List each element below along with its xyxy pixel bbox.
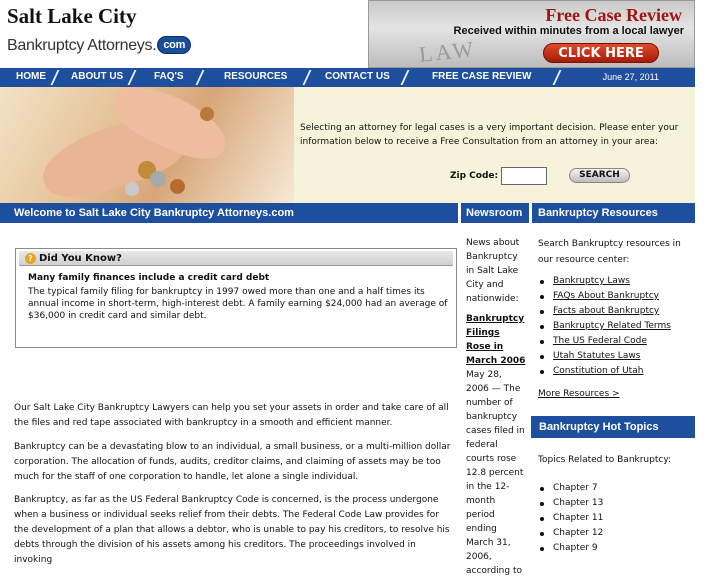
did-you-know-title: Did You Know? — [39, 253, 122, 264]
bankruptcy-paragraph: Bankruptcy can be a devastating blow to an individual, a small business, or a multi-million dollar corporation. The allocation of funds, audits, creditor claims, and claiming of assets may be too much for the staff of one corporation to handle, let alone a single individual. — [14, 442, 451, 482]
hot-topics-heading: Bankruptcy Hot Topics — [531, 416, 695, 438]
nav-faqs[interactable]: FAQ'S — [154, 71, 184, 82]
resources-column — [538, 236, 695, 399]
search-button[interactable]: SEARCH — [569, 168, 630, 183]
news-story: May 28, 2006 — The number of bankruptcy cases filed in federal courts rose 12.8 percent in the 12-month period ending March 31, 2006, according to — [466, 370, 525, 576]
site-logo-subtitle[interactable] — [7, 36, 191, 55]
list-item — [538, 349, 695, 364]
intro-paragraph: Our Salt Lake City Bankruptcy Lawyers can help you set your assets in order and take care of all the files and red tape associated with bankruptcy in a smooth and efficient manner. — [14, 403, 449, 428]
hot-topic-chapter-9[interactable]: Chapter 9 — [538, 541, 695, 556]
resource-link-utah-constitution[interactable]: Constitution of Utah — [553, 366, 644, 376]
did-you-know-header — [19, 251, 453, 266]
nav-separator — [303, 70, 312, 85]
hot-topics-list — [538, 481, 695, 556]
list-item — [538, 334, 695, 349]
com-badge: com — [157, 36, 191, 54]
question-icon: ? — [25, 253, 36, 264]
hot-topic-chapter-7[interactable]: Chapter 7 — [538, 481, 695, 496]
hero-image-hands-coins — [0, 87, 294, 203]
consultation-form — [294, 87, 695, 203]
nav-contact-us[interactable]: CONTACT US — [325, 71, 390, 82]
more-resources-link[interactable]: More Resources > — [538, 389, 620, 399]
main-nav — [0, 68, 695, 87]
resource-link-terms[interactable]: Bankruptcy Related Terms — [553, 321, 671, 331]
coin — [200, 107, 214, 121]
nav-separator — [128, 70, 137, 85]
coin — [150, 171, 166, 187]
click-here-button[interactable]: CLICK HERE — [543, 43, 659, 63]
site-header — [0, 0, 727, 68]
nav-home[interactable]: HOME — [16, 71, 46, 82]
hot-topics-column — [538, 453, 695, 556]
hot-topics-intro: Topics Related to Bankruptcy: — [538, 455, 672, 465]
banner-background-text: LAW — [417, 36, 478, 67]
nav-separator — [401, 70, 410, 85]
did-you-know-box — [15, 248, 457, 348]
nav-about-us[interactable]: ABOUT US — [71, 71, 124, 82]
newsroom-column — [466, 236, 526, 578]
fact-title: Many family finances include a credit card debt — [28, 273, 270, 283]
consultation-intro: Selecting an attorney for legal cases is a very important decision. Please enter your information below to receive a Free Consultation from an attorney in your area: — [300, 123, 679, 147]
resource-link-federal-code[interactable]: The US Federal Code — [553, 336, 647, 346]
banner-subline: Received within minutes from a local lawyer — [453, 25, 684, 37]
banner-headline: Free Case Review — [545, 5, 682, 25]
nav-separator — [196, 70, 205, 85]
hot-topic-chapter-11[interactable]: Chapter 11 — [538, 511, 695, 526]
site-title[interactable]: Salt Lake City — [7, 4, 137, 28]
heading-divider — [529, 203, 532, 223]
welcome-heading: Welcome to Salt Lake City Bankruptcy Attorneys.com — [0, 203, 459, 223]
zip-code-label: Zip Code: — [450, 171, 499, 181]
nav-separator — [51, 70, 60, 85]
list-item — [538, 364, 695, 379]
resources-list — [538, 274, 695, 379]
resource-link-facts[interactable]: Facts about Bankruptcy — [553, 306, 660, 316]
resource-link-bankruptcy-laws[interactable]: Bankruptcy Laws — [553, 276, 630, 286]
nav-free-case-review[interactable]: FREE CASE REVIEW — [432, 71, 532, 82]
nav-resources[interactable]: RESOURCES — [224, 71, 288, 82]
bankruptcy-resources-heading: Bankruptcy Resources — [531, 203, 695, 223]
list-item — [538, 304, 695, 319]
list-item — [538, 274, 695, 289]
nav-date: June 27, 2011 — [602, 72, 659, 82]
coin — [125, 182, 139, 196]
resource-link-faqs[interactable]: FAQs About Bankruptcy — [553, 291, 659, 301]
list-item — [538, 289, 695, 304]
logo-subtitle-text: Bankruptcy Attorneys. — [7, 37, 157, 54]
newsroom-intro: News about Bankruptcy in Salt Lake City and nationwide: — [466, 238, 520, 304]
nav-separator — [553, 70, 562, 85]
heading-divider — [458, 203, 461, 223]
newsroom-heading: Newsroom — [459, 203, 531, 223]
federal-code-paragraph: Bankruptcy, as far as the US Federal Bankruptcy Code is concerned, is the process undergone when a business or individual seeks relief from their debts. The Federal Code Law provides for the development of a plan that allows a debtor, who is unable to pay his creditors, to resolve his debts through the division of his assets among his creditors. The proceedings involved in invoking — [14, 495, 450, 565]
hot-topic-chapter-12[interactable]: Chapter 12 — [538, 526, 695, 541]
zip-code-input[interactable] — [501, 167, 547, 185]
coin — [170, 179, 185, 194]
list-item — [538, 319, 695, 334]
resource-link-utah-statutes[interactable]: Utah Statutes Laws — [553, 351, 641, 361]
hot-topic-chapter-13[interactable]: Chapter 13 — [538, 496, 695, 511]
fact-body: The typical family filing for bankruptcy in 1997 owed more than one and a half times its annual income in short-term, high-interest debt. A family earning $24,000 had an average of $36,000 in credit card and similar debt. — [28, 287, 448, 321]
news-headline-link[interactable]: Bankruptcy Filings Rose in March 2006 — [466, 314, 526, 366]
free-case-review-banner[interactable] — [368, 0, 695, 68]
resources-intro: Search Bankruptcy resources in our resource center: — [538, 239, 681, 265]
